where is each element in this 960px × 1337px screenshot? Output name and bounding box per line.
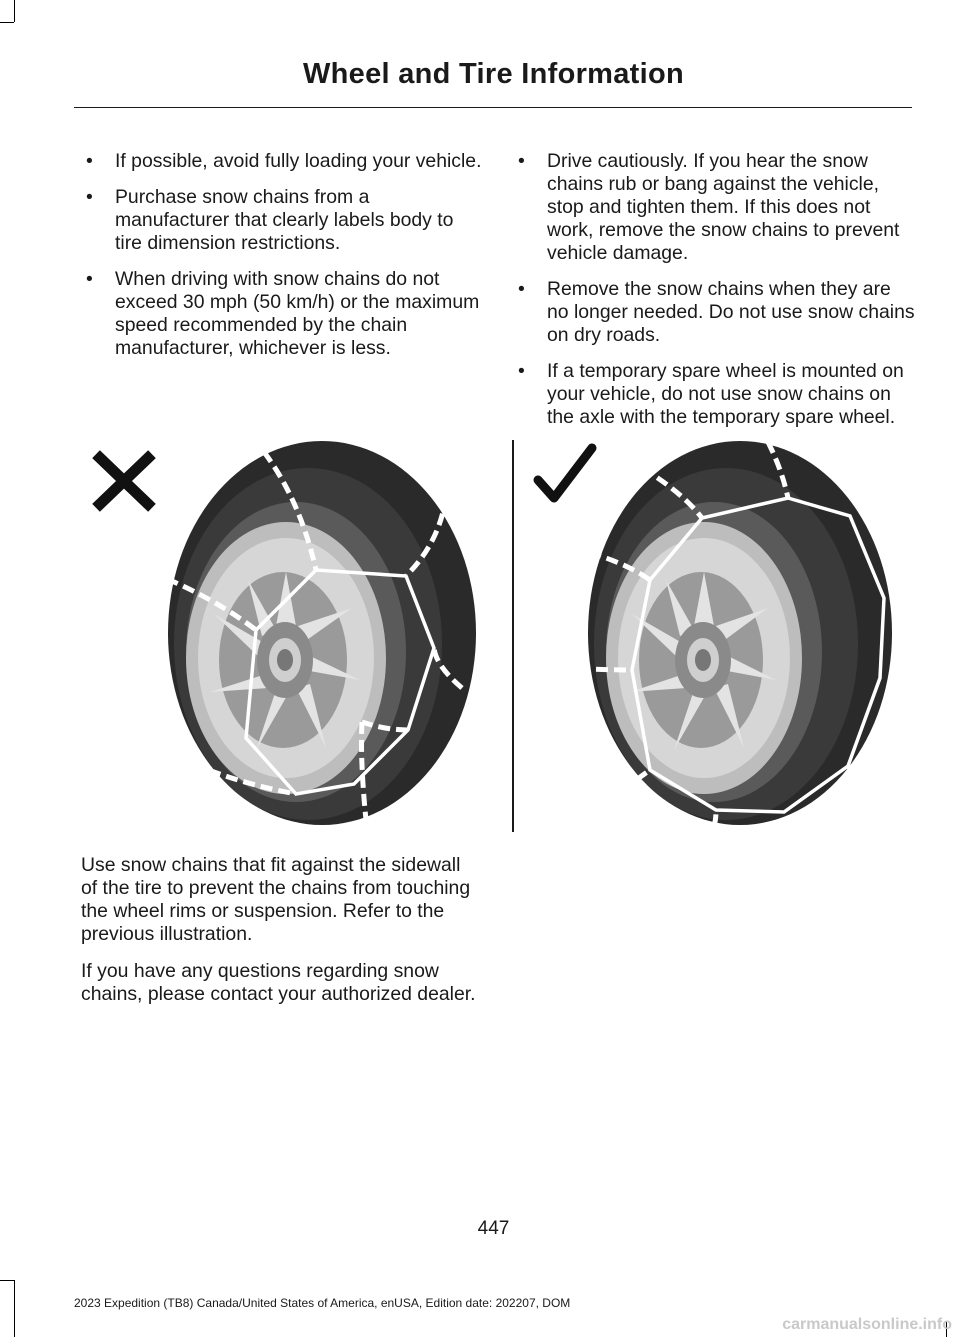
incorrect-fit-illustration [90,430,490,830]
crop-mark [14,0,15,22]
list-item [74,186,484,255]
crop-mark [14,1280,15,1337]
list-item-text: Drive cautiously. If you hear the snow chains rub or bang against the vehicle, stop and tighten them. If this does not work, remove the snow chains to prevent vehicle damage. [547,150,900,264]
footer-edition: 2023 Expedition (TB8) Canada/United States of America, enUSA, Edition date: 202207, DOM [74,1296,571,1310]
watermark[interactable]: carmanualsonline.info [782,1316,952,1333]
list-item-text: Purchase snow chains from a manufacturer that clearly labels body to tire dimension restrictions. [115,186,454,254]
bullet: • [518,150,525,172]
list-item-text: When driving with snow chains do not exceed 30 mph (50 km/h) or the maximum speed recommended by the chain manufacturer, whichever is less. [115,268,480,359]
list-item-text: If possible, avoid fully loading your vehicle. [115,150,482,172]
list-item [506,278,916,347]
bullet: • [518,360,525,382]
paragraph: If you have any questions regarding snow chains, please contact your authorized dealer. [81,960,476,1005]
bullet: • [518,278,525,300]
list-item-text: If a temporary spare wheel is mounted on your vehicle, do not use snow chains on the axle with the temporary spare wheel. [547,360,904,428]
paragraph: Use snow chains that fit against the sidewall of the tire to prevent the chains from touching the wheel rims or suspension. Refer to the previous illustration. [81,854,471,945]
bullet-list [506,150,916,429]
bullet: • [86,186,93,208]
list-item [74,268,484,360]
header-rule [74,107,912,108]
crop-mark [0,22,14,23]
cross-icon [100,458,148,504]
figure-divider [512,440,514,832]
right-column [506,150,916,442]
page-title: Wheel and Tire Information [302,58,685,90]
list-item [74,150,484,173]
checkmark-icon [538,448,592,498]
crop-mark [0,1280,14,1281]
left-column [74,150,484,373]
body-text [81,854,481,1020]
page-number: 447 [477,1218,510,1239]
bullet-list [74,150,484,360]
list-item [506,360,916,429]
list-item-text: Remove the snow chains when they are no longer needed. Do not use snow chains on dry roads. [547,278,915,346]
correct-fit-illustration [532,430,902,830]
bullet: • [86,150,93,172]
list-item [506,150,916,265]
bullet: • [86,268,93,290]
